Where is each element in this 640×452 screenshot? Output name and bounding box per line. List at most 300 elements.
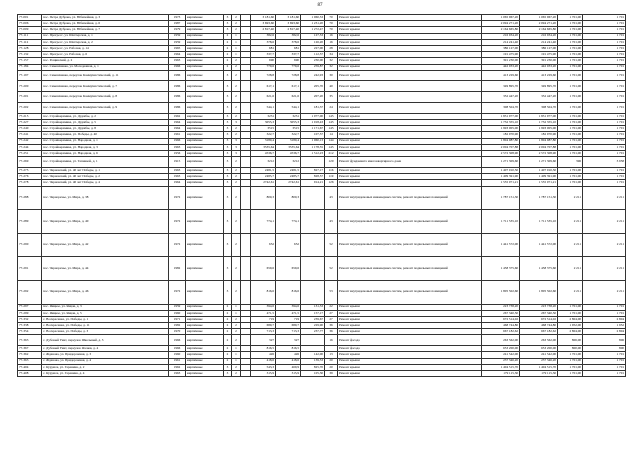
work-type-cell: Ремонт крыши [338,70,482,81]
row-id-cell: 77-275 [18,167,42,173]
wall-material-cell: кирпичные [186,126,224,132]
register-table [17,14,626,377]
row-id-cell: 77-363 [18,358,42,364]
living-area-cell: 779,6 [276,64,301,70]
table-row [18,103,626,114]
wall-material-cell: кирпичные [186,21,224,27]
common-area-cell: 229,90 [301,323,325,329]
entrances-cell: 1 [232,358,241,364]
address-cell: с. Курумоч, ул. Гаранина, д. 4 [42,371,169,377]
common-area-cell [301,233,325,257]
total-area-cell: 3231 [251,113,276,119]
unit-cost-cell: 2 211 [558,280,583,304]
wall-material-cell: кирпичные [186,39,224,45]
residents-cell: 20 [325,364,338,370]
residents-cell: 20 [325,358,338,364]
common-area-cell: 1 060,53 [301,15,325,21]
floors-cell: 3 [224,15,232,21]
living-area-cell: 3180,4 [276,138,301,144]
unit-cost-cell: 2 804,00 [558,329,583,335]
year-built-cell: 1960 [169,310,186,316]
entrances-cell: 3 [232,120,241,126]
wall-material-cell: кирпичные [186,52,224,58]
total-area-cell: 3212 [251,157,276,168]
fund-cost-cell: 1 458 375,60 [520,257,558,281]
wall-material-cell: кирпичные [186,329,224,335]
address-cell: пос. Яицкое, ул. Янцая, д. 3 [42,304,169,310]
limit-cost-cell: 2 211 [583,210,626,234]
total-cost-cell: 237 346,20 [482,358,520,364]
entrances-cell: 2 [232,174,241,180]
year-built-cell: 1972 [169,210,186,234]
work-type-cell: Ремонт крыши [338,358,482,364]
unit-cost-cell: 1 701,00 [558,92,583,103]
year-built-cell: 1963 [169,144,186,150]
work-type-cell: Ремонт фасада [338,346,482,352]
wall-material-cell: кирпичные [186,174,224,180]
total-cost-cell: 1 711 535,10 [482,210,520,234]
entrances-cell: 2 [232,210,241,234]
unit-cost-cell: 1 701,00 [558,364,583,370]
residents-cell: 126 [325,180,338,186]
year-built-cell: 1959 [169,304,186,310]
residents-cell: 32 [325,64,338,70]
common-area-cell: 1 512,23 [301,151,325,157]
residents-cell: 53 [325,280,338,304]
work-type-cell: Ремонт крыши [338,174,482,180]
living-area-cell: 659,6 [276,257,301,281]
blank-cell [241,233,251,257]
year-built-cell: 1963 [169,371,186,377]
address-cell: пос. Стройкерамика, ул. Дружбы, д. 5 [42,120,169,126]
wall-material-cell: кирпичные [186,113,224,119]
total-cost-cell: 1 271 309,60 [482,157,520,168]
residents-cell: 32 [325,58,338,64]
entrances-cell: 2 [232,335,241,346]
limit-cost-cell: 1 701 [583,352,626,358]
entrances-cell: 1 [232,39,241,45]
address-cell: с. Воскресенка, ул. Победы, д. 1 [42,316,169,322]
address-cell: пос. Черноречье, ул. Мира, д. 40 [42,210,169,234]
total-cost-cell: 1 804 987,80 [482,138,520,144]
common-area-cell: 828,57 [301,174,325,180]
residents-cell: 36 [325,329,338,335]
total-area-cell: 327 [251,335,276,346]
residents-cell: 35 [325,92,338,103]
year-built-cell: 1972 [169,186,186,210]
residents-cell: 70 [325,21,338,27]
row-id-cell: 77-197 [18,70,42,81]
wall-material-cell: кирпичные [186,27,224,33]
year-built-cell: 1965 [169,45,186,51]
address-cell: пос. Стройкерамика, ул. Дружбы, д. 8 [42,126,169,132]
fund-cost-cell: 267 340,50 [520,310,558,316]
unit-cost-cell: 1 701,00 [558,113,583,119]
living-area-cell: 337,7 [276,52,301,58]
floors-cell: 2 [224,39,232,45]
entrances-cell: 1 [232,346,241,352]
total-cost-cell: 653 200,00 [482,346,520,352]
wall-material-cell: кирпичные [186,233,224,257]
limit-cost-cell: 1 701 [583,138,626,144]
entrances-cell: 2 [232,186,241,210]
fund-cost-cell: 349 895,70 [520,81,558,92]
table-row [18,371,626,377]
address-cell: с. Воскресенка, ул. Победы, д. 3 [42,329,169,335]
limit-cost-cell: 1 701 [583,174,626,180]
limit-cost-cell: 1 701 [583,364,626,370]
row-id-cell: 77-132 [18,52,42,58]
work-type-cell: Ремонт крыши [338,352,482,358]
year-built-cell: 1962 [169,113,186,119]
work-type-cell: Ремонт крыши [338,151,482,157]
limit-cost-cell: 1 701 [583,358,626,364]
common-area-cell: 157,17 [301,310,325,316]
address-cell: пос. Смышляевка, переулок Коммунистический, д. 11 [42,70,169,81]
limit-cost-cell: 1 701 [583,120,626,126]
fund-cost-cell: 468 744,80 [520,323,558,329]
work-type-cell: Ремонт крыши [338,64,482,70]
row-id-cell: 77-112 [18,39,42,45]
year-built-cell: 1962 [169,364,186,370]
entrances-cell: 1 [232,304,241,310]
work-type-cell: Ремонт крыши [338,329,482,335]
common-area-cell: 142,00 [301,352,325,358]
work-type-cell: Ремонт фундамента многоквартирного дома [338,157,482,168]
entrances-cell: 2 [232,15,241,21]
common-area-cell: 105,30 [301,371,325,377]
unit-cost-cell: 1 701,00 [558,33,583,39]
floors-cell: 3 [224,233,232,257]
unit-cost-cell: 1 701,00 [558,52,583,58]
floors-cell: 3 [224,126,232,132]
work-type-cell: Ремонт крыши [338,132,482,138]
fund-cost-cell: 308 504,70 [520,103,558,114]
row-id-cell: 77-251 [18,151,42,157]
wall-material-cell: кирпичные [186,81,224,92]
residents-cell: 43 [325,186,338,210]
common-area-cell: 1 018,43 [301,120,325,126]
residents-cell: 145 [325,126,338,132]
common-area-cell [301,157,325,168]
address-cell: пос. Прогресс, ул. Рабочая, д. 6 [42,52,169,58]
floors-cell: 3 [224,21,232,27]
fund-cost-cell: 442 033,20 [520,64,558,70]
address-cell: пос. Черновский, ул. 40 лет Победы, д. 2 [42,174,169,180]
unit-cost-cell: 1 701,00 [558,132,583,138]
common-area-cell: 259,87 [301,64,325,70]
year-built-cell: 1915 [169,157,186,168]
address-cell: с. Жданова, ул. Придорожная, д. 4 [42,358,169,364]
year-built-cell: 1970 [169,329,186,335]
floors-cell: 3 [224,151,232,157]
entrances-cell: 2 [232,126,241,132]
living-area-cell: 3231 [276,113,301,119]
living-area-cell: 2742,61 [276,180,301,186]
address-cell: с. Дубовый Умет, переулок Школьный, д. 3 [42,335,169,346]
address-cell: пос. Смышляевка, переулок Коммунистический, д. 8 [42,92,169,103]
limit-cost-cell: 1 701 [583,27,626,33]
unit-cost-cell: 800,00 [558,346,583,352]
total-area-cell: 621,6 [251,92,276,103]
total-cost-cell: 1 831 977,00 [482,113,520,119]
total-cost-cell: 216 934,20 [482,33,520,39]
common-area-cell: 207,20 [301,92,325,103]
fund-cost-cell: 216 934,20 [520,33,558,39]
work-type-cell: Ремонт крыши [338,167,482,173]
total-cost-cell: 391 230,00 [482,58,520,64]
entrances-cell: 2 [232,21,241,27]
unit-cost-cell: 1 701,00 [558,126,583,132]
year-built-cell: 1964 [169,126,186,132]
row-id-cell: 77-290 [18,233,42,257]
common-area-cell: 1 272,47 [301,27,325,33]
living-area-cell: 327 [276,335,301,346]
fund-cost-cell: 263 562,00 [520,335,558,346]
row-id-cell: 77-157 [18,58,42,64]
total-area-cell: 382,6 [251,33,276,39]
unit-cost-cell: 1 701,00 [558,27,583,33]
floors-cell: 3 [224,180,232,186]
wall-material-cell: кирпичные [186,304,224,310]
total-cost-cell: 179 115,30 [482,371,520,377]
total-area-cell: 816,6 [251,280,276,304]
unit-cost-cell: 1 701,00 [558,70,583,81]
floors-cell: 2 [224,45,232,51]
address-cell: пос. Стройкерамика, ул. Победы, д. 40 [42,132,169,138]
table-row [18,81,626,92]
address-cell: пос. Рощинский, д. 2 [42,58,169,64]
year-built-cell: 1986 [169,70,186,81]
floors-cell: 2 [224,352,232,358]
blank-cell [241,186,251,210]
residents-cell: 119 [325,174,338,180]
row-id-cell: 77-354 [18,329,42,335]
floors-cell: 2 [224,335,232,346]
wall-material-cell: кирпичные [186,92,224,103]
row-id-cell: 77-215 [18,113,42,119]
wall-material-cell: кирпичные [186,180,224,186]
residents-cell: 39 [325,371,338,377]
row-id-cell: 77-242 [18,138,42,144]
total-cost-cell: 1 805 502,60 [482,280,520,304]
address-cell: пос. Черноречье, ул. Мира, д. 44 [42,257,169,281]
blank-cell [241,81,251,92]
entrances-cell: 2 [232,81,241,92]
entrances-cell: 2 [232,323,241,329]
entrances-cell: 2 [232,64,241,70]
fund-cost-cell: 1 441 572,00 [520,233,558,257]
total-area-cell: 728,8 [251,70,276,81]
floors-cell: 3 [224,210,232,234]
common-area-cell: 107,57 [301,132,325,138]
total-cost-cell: 1 407 010,50 [482,167,520,173]
total-cost-cell: 667 182,62 [482,329,520,335]
floors-cell: 3 [224,186,232,210]
unit-cost-cell: 1 952,00 [558,323,583,329]
address-cell: пос. Стройкерамика, ул. Народная, д. 6 [42,151,169,157]
table-row [18,92,626,103]
total-cost-cell: 223 738,20 [482,304,520,310]
entrances-cell: 2 [232,280,241,304]
total-cost-cell: 2 094 271,20 [482,21,520,27]
blank-cell [241,371,251,377]
unit-cost-cell: 1 701,00 [558,81,583,92]
unit-cost-cell: 1 701,00 [558,151,583,157]
unit-cost-cell: 1 701,00 [558,167,583,173]
address-cell: пос. Черноречье, ул. Мира, д. 38 [42,186,169,210]
floors-cell: 3 [224,27,232,33]
fund-cost-cell: 1 065 967,20 [520,15,558,21]
entrances-cell: 2 [232,27,241,33]
table-row [18,157,626,168]
living-area-cell: 3 693,60 [276,21,301,27]
residents-cell: 52 [325,257,338,281]
unit-cost-cell: 1 701,00 [558,304,583,310]
residents-cell: 145 [325,144,338,150]
residents-cell: 14 [325,132,338,138]
common-area-cell: 239,67 [301,316,325,322]
living-area-cell: 689,7 [276,323,301,329]
row-id-cell: 77-269 [18,157,42,168]
entrances-cell: 2 [232,371,241,377]
floors-cell: 3 [224,157,232,168]
work-type-cell: Ремонт крыши [338,113,482,119]
residents-cell: 13 [325,352,338,358]
total-area-cell: 3055,3 [251,120,276,126]
year-built-cell: 1959 [169,39,186,45]
floors-cell: 3 [224,144,232,150]
year-built-cell: 1963 [169,174,186,180]
floors-cell: 2 [224,329,232,335]
wall-material-cell: кирпичные [186,157,224,168]
total-area-cell: 378,6 [251,39,276,45]
entrances-cell: 1 [232,45,241,51]
unit-cost-cell: 1 701,00 [558,138,583,144]
address-cell: пос. Петра Дубрава, ул. Юбилейная, д. 6 [42,21,169,27]
wall-material-cell: кирпичные [186,346,224,352]
common-area-cell: 827,17 [301,167,325,173]
entrances-cell: 2 [232,113,241,119]
total-cost-cell: 349 895,70 [482,81,520,92]
common-area-cell: 914,21 [301,180,325,186]
entrances-cell: 2 [232,167,241,173]
residents-cell: 27 [325,310,338,316]
year-built-cell: 1971 [169,316,186,322]
entrances-cell: 1 [232,310,241,316]
unit-cost-cell: 1 701,00 [558,39,583,45]
year-built-cell: 1982 [169,257,186,281]
limit-cost-cell: 2 211 [583,233,626,257]
address-cell: пос. Черновский, ул. 40 лет Победы, д. 1 [42,167,169,173]
total-area-cell: 394,6 [251,304,276,310]
floors-cell: 2 [224,64,232,70]
address-cell: пос. Смышляевка, переулок Коммунистический, д. 7 [42,81,169,92]
common-area-cell: 181,37 [301,103,325,114]
entrances-cell: 2 [232,257,241,281]
total-cost-cell: 413 229,60 [482,70,520,81]
limit-cost-cell: 1 701 [583,310,626,316]
limit-cost-cell: 1 701 [583,15,626,21]
floors-cell: 2 [224,316,232,322]
page-number: 87 [317,3,323,8]
address-cell: с. Воскресенка, ул. Победы, д. 11 [42,323,169,329]
total-area-cell: 690 [251,58,276,64]
table-row [18,280,626,304]
floors-cell: 3 [224,113,232,119]
wall-material-cell: кирпичные [186,210,224,234]
table-row [18,335,626,346]
work-type-cell: Ремонт фасада [338,335,482,346]
work-type-cell: Ремонт крыши [338,21,482,27]
work-type-cell: Ремонт крыши [338,310,482,316]
living-area-cell: 378,6 [276,39,301,45]
floors-cell: 2 [224,33,232,39]
living-area-cell: 3055,3 [276,120,301,126]
row-id-cell: 77-202 [18,103,42,114]
common-area-cell: 1 171,67 [301,126,325,132]
work-type-cell: Ремонт внутридомовых инженерных систем, ремонт подвальных помещений [338,233,482,257]
living-area-cell: 713,3 [276,329,301,335]
limit-cost-cell: 3 958 [583,157,626,168]
row-id-cell: 77-297 [18,304,42,310]
work-type-cell: Ремонт крыши [338,15,482,21]
work-type-cell: Ремонт крыши [338,180,482,186]
residents-cell: 145 [325,113,338,119]
total-area-cell: 337,7 [251,52,276,58]
limit-cost-cell: 1 701 [583,180,626,186]
total-cost-cell: 1 787 151,30 [482,186,520,210]
year-built-cell: 1961 [169,358,186,364]
fund-cost-cell: 2 004 707,88 [520,144,558,150]
address-cell: пос. Черновский, ул. 40 лет Победы, д. 4 [42,180,169,186]
address-cell: пос. Прогресс, ул. Шахтерская, д. 2 [42,39,169,45]
unit-cost-cell: 2 211 [558,257,583,281]
living-area-cell: 382,6 [276,33,301,39]
blank-cell [241,335,251,346]
common-area-cell: 227,00 [301,45,325,51]
unit-cost-cell: 2 804,00 [558,316,583,322]
year-built-cell: 1956 [169,151,186,157]
address-cell: пос. Петра Дубрава, ул. Юбилейная, д. 3 [42,15,169,21]
residents-cell: 36 [325,323,338,329]
total-cost-cell: 267 340,50 [482,310,520,316]
common-area-cell: 127,53 [301,33,325,39]
common-area-cell: 242,93 [301,70,325,81]
address-cell: пос. Петра Дубрава, ул. Юбилейная, д. 7 [42,27,169,33]
floors-cell: 3 [224,174,232,180]
limit-cost-cell: 1 701 [583,126,626,132]
total-cost-cell: 386 127,00 [482,45,520,51]
address-cell: с. Курумоч, ул. Гаранина, д. 2 [42,364,169,370]
year-built-cell: 1966 [169,64,186,70]
entrances-cell: 2 [232,92,241,103]
work-type-cell: Ремонт крыши [338,52,482,58]
total-area-cell: 719 [251,316,276,322]
common-area-cell [301,186,325,210]
table-row [18,210,626,234]
fund-cost-cell: 179 115,30 [520,371,558,377]
living-area-cell: 2481,5 [276,167,301,173]
fund-cost-cell: 1 831 977,00 [520,113,558,119]
wall-material-cell: кирпичные [186,45,224,51]
living-area-cell: 4536,7 [276,151,301,157]
residents-cell: 120 [325,157,338,168]
blank-cell [241,280,251,304]
common-area-cell: 1 060,13 [301,138,325,144]
year-built-cell: 1972 [169,280,186,304]
limit-cost-cell: 1 701 [583,103,626,114]
